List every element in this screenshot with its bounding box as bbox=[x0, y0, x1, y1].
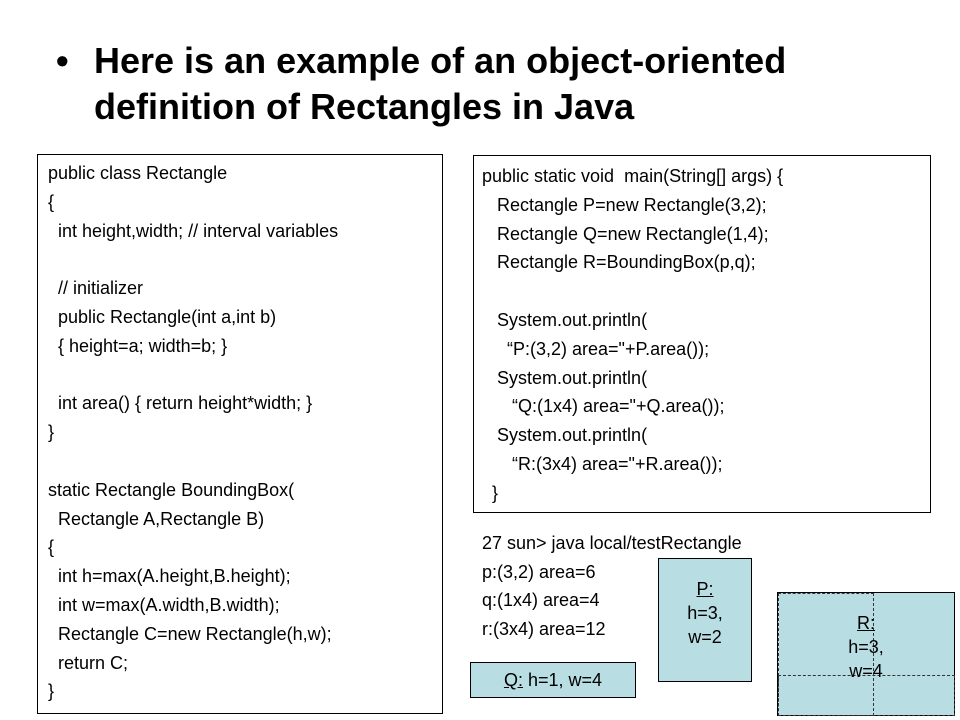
code-line: “P:(3,2) area="+P.area()); bbox=[482, 338, 710, 359]
code-line: int h=max(A.height,B.height); bbox=[48, 566, 291, 587]
rectangle-q-shape bbox=[470, 662, 636, 698]
code-line: Rectangle A,Rectangle B) bbox=[48, 508, 265, 529]
rectangle-r-width: w=4 bbox=[849, 661, 883, 681]
code-line: public static void main(String[] args) { bbox=[482, 166, 784, 186]
terminal-line: r:(3x4) area=12 bbox=[482, 618, 606, 639]
code-line: System.out.println( bbox=[482, 367, 648, 388]
code-line: int area() { return height*width; } bbox=[48, 393, 313, 414]
code-line: “R:(3x4) area="+R.area()); bbox=[482, 454, 723, 474]
code-line: Rectangle Q=new Rectangle(1,4); bbox=[482, 223, 769, 244]
code-line: “Q:(1x4) area="+Q.area()); bbox=[482, 396, 725, 417]
rectangle-class-code-box bbox=[37, 154, 443, 714]
code-line: static Rectangle BoundingBox( bbox=[48, 479, 295, 500]
terminal-line: p:(3,2) area=6 bbox=[482, 561, 596, 582]
code-line: public class Rectangle bbox=[48, 163, 228, 183]
rectangle-q-dimensions: h=1, w=4 bbox=[522, 670, 603, 690]
rectangle-p-height: h=3, bbox=[687, 603, 723, 623]
code-line: System.out.println( bbox=[482, 310, 648, 330]
code-line: // initializer bbox=[48, 278, 144, 299]
code-line: Rectangle P=new Rectangle(3,2); bbox=[482, 194, 767, 215]
rectangle-r-shape bbox=[777, 592, 955, 716]
slide-heading: Here is an example of an object-oriented definition of Rectangles in Java bbox=[94, 40, 787, 127]
main-method-code-box bbox=[473, 155, 931, 513]
code-line: return C; bbox=[48, 652, 129, 673]
rectangle-q-name: Q: bbox=[503, 670, 523, 690]
rectangle-p-width: w=2 bbox=[688, 627, 722, 647]
code-line: { bbox=[48, 191, 55, 212]
rectangle-p-shape bbox=[658, 558, 752, 682]
rectangle-r-name: R: bbox=[857, 613, 875, 633]
terminal-line: 27 sun> java local/testRectangle bbox=[482, 533, 742, 553]
code-line: { bbox=[48, 537, 55, 558]
code-line: Rectangle C=new Rectangle(h,w); bbox=[48, 623, 332, 644]
bullet-dot: • bbox=[56, 40, 69, 81]
code-line: Rectangle R=BoundingBox(p,q); bbox=[482, 252, 756, 273]
code-line: int height,width; // interval variables bbox=[48, 220, 339, 241]
code-line: } bbox=[48, 422, 55, 443]
code-line: System.out.println( bbox=[482, 425, 648, 446]
code-line: public Rectangle(int a,int b) bbox=[48, 307, 277, 327]
code-line: } bbox=[48, 681, 55, 702]
code-line: int w=max(A.width,B.width); bbox=[48, 595, 280, 615]
code-line: { height=a; width=b; } bbox=[48, 335, 228, 356]
rectangle-p-name: P: bbox=[696, 579, 714, 599]
terminal-line: q:(1x4) area=4 bbox=[482, 590, 600, 610]
code-line: } bbox=[482, 482, 499, 503]
rectangle-r-height: h=3, bbox=[848, 637, 884, 657]
